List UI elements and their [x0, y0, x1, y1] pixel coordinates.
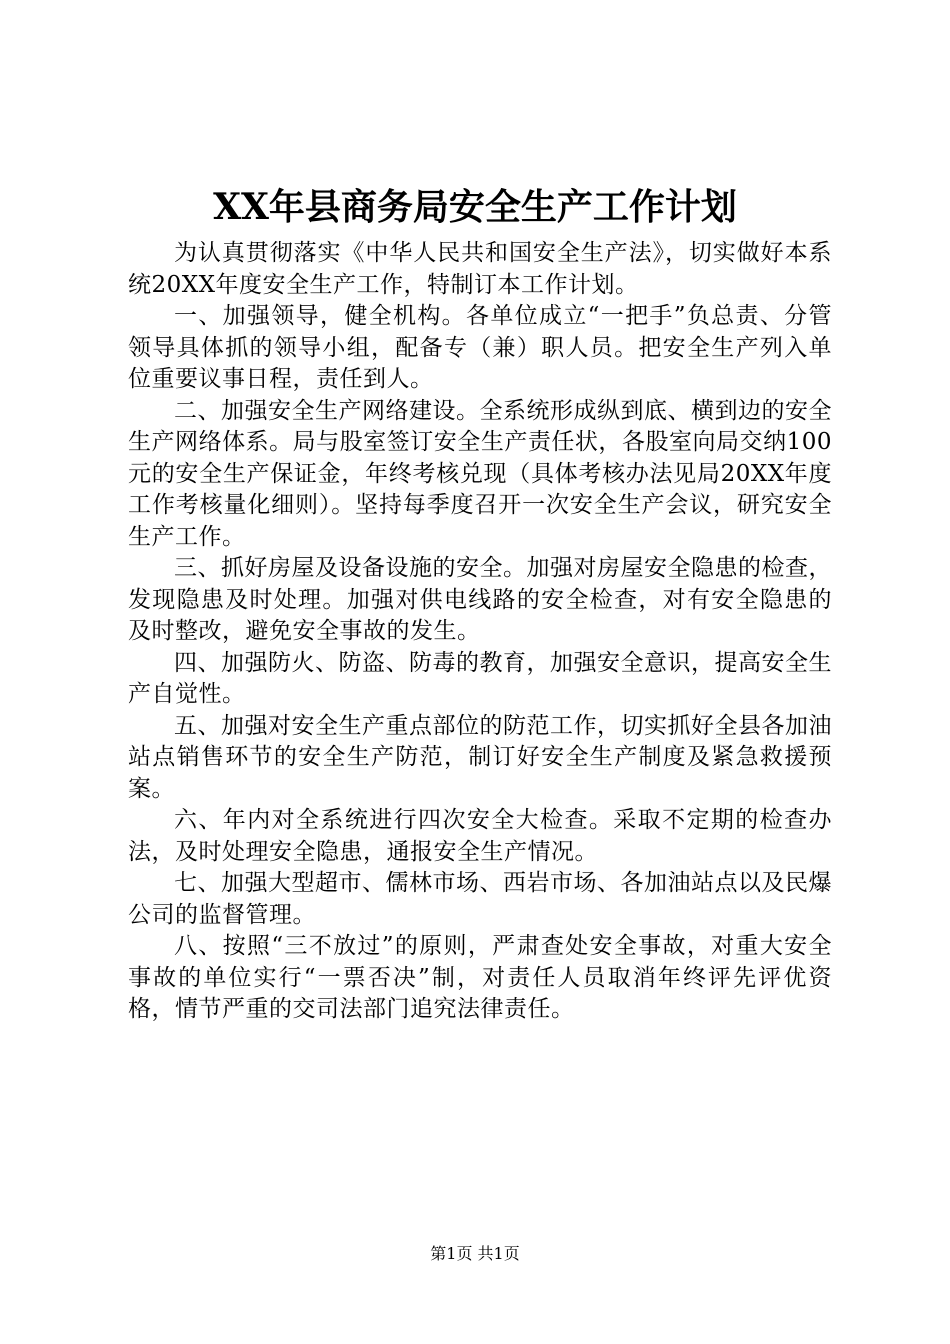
document-title: XX年县商务局安全生产工作计划 — [213, 186, 737, 228]
paragraph-item-3: 三、抓好房屋及设备设施的安全。加强对房屋安全隐患的检查，发现隐患及时处理。加强对供电线路的安全检查，对有安全隐患的及时整改，避免安全事故的发生。 — [128, 555, 832, 644]
paragraph-item-6: 六、年内对全系统进行四次安全大检查。采取不定期的检查办法，及时处理安全隐患，通报安全生产情况。 — [128, 807, 832, 865]
paragraph-intro: 为认真贯彻落实《中华人民共和国安全生产法》，切实做好本系统20XX年度安全生产工作，特制订本工作计划。 — [128, 240, 832, 298]
paragraph-item-1: 一、加强领导，健全机构。各单位成立“一把手”负总责、分管领导具体抓的领导小组，配备专（兼）职人员。把安全生产列入单位重要议事日程，责任到人。 — [128, 303, 832, 392]
page-footer: 第1页 共1页 — [430, 1244, 520, 1263]
paragraph-item-2: 二、加强安全生产网络建设。全系统形成纵到底、横到边的安全生产网络体系。局与股室签订安全生产责任状，各股室向局交纳100元的安全生产保证金，年终考核兑现（具体考核办法见局20XX年度工作考核量化细则）。坚持每季度召开一次安全生产会议，研究安全生产工作。 — [128, 397, 832, 550]
paragraph-item-8: 八、按照“三不放过”的原则，严肃查处安全事故，对重大安全事故的单位实行“一票否决”制，对责任人员取消年终评先评优资格，情节严重的交司法部门追究法律责任。 — [128, 933, 832, 1022]
paragraph-item-7: 七、加强大型超市、儒林市场、西岩市场、各加油站点以及民爆公司的监督管理。 — [128, 870, 832, 928]
document-body — [128, 238, 832, 1026]
paragraph-item-4: 四、加强防火、防盗、防毒的教育，加强安全意识，提高安全生产自觉性。 — [128, 649, 832, 707]
paragraph-item-5: 五、加强对安全生产重点部位的防范工作，切实抓好全县各加油站点销售环节的安全生产防范，制订好安全生产制度及紧急救援预案。 — [128, 712, 832, 802]
